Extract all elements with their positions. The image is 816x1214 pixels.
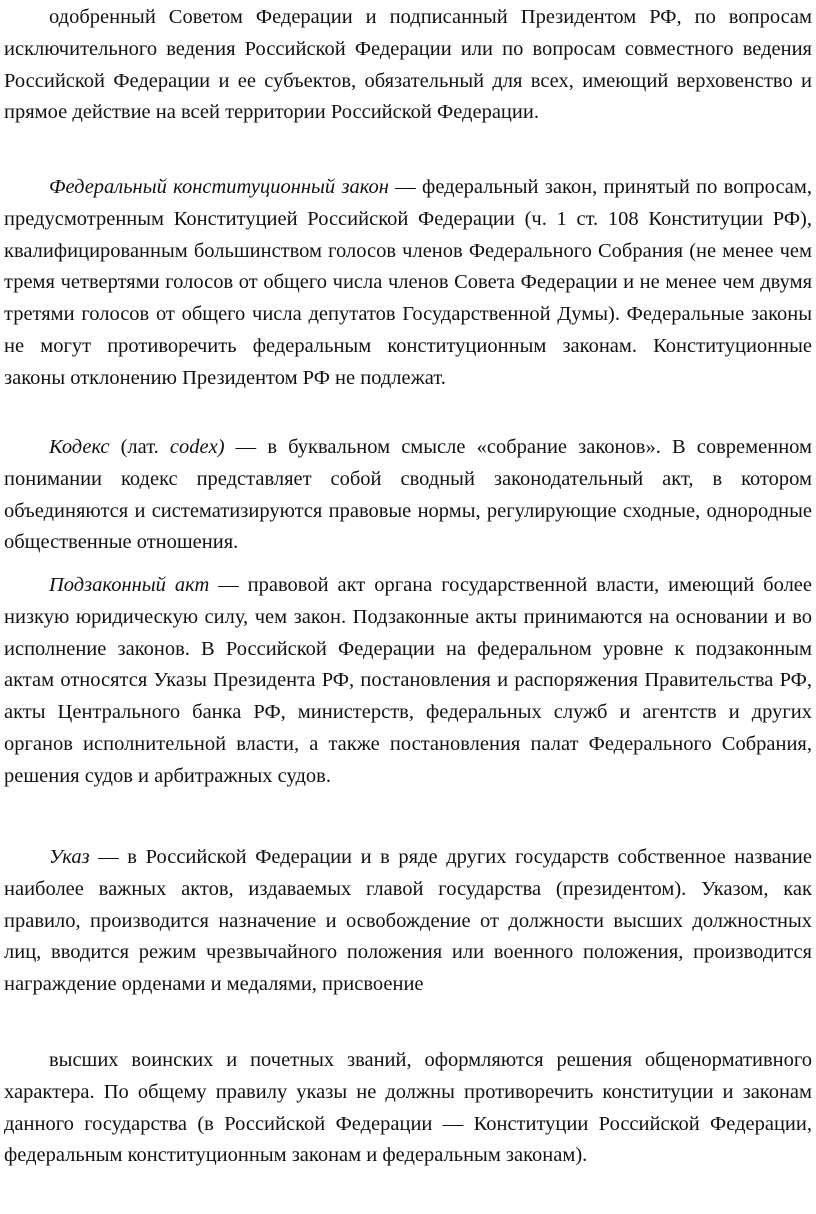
term-decree: Указ: [49, 846, 90, 868]
paragraph-decree: [4, 842, 812, 1001]
paragraph-bylaw: [4, 570, 812, 793]
paragraph-text: — в буквальном смысле «собрание законов». В современном понимании кодекс представляет собой сводный законодательный акт, в котором объединяются и систематизируются правовые нормы, регулирующие сходные, однородные общественные отношения.: [4, 436, 812, 554]
paragraph-decree-continuation: [4, 1045, 812, 1172]
term-bylaw: Подзаконный акт: [49, 574, 210, 596]
term-codex-latin: codex): [169, 436, 225, 458]
term-federal-constitutional-law: Федеральный конституционный закон: [49, 176, 389, 198]
paragraph-text: одобренный Советом Федерации и подписанный Президентом РФ, по вопросам исключительного ведения Российской Федерации или по вопросам совместного ведения Российской Федерации и ее субъектов, обязательный для всех, имеющий верховенство и прямое действие на всей территории Российской Федерации.: [4, 6, 812, 124]
paragraph-text: — федеральный закон, принятый по вопросам, предусмотренным Конституцией Российской Федерации (ч. 1 ст. 108 Конституции РФ), квалифицированным большинством голосов членов Федерального Собрания (не менее чем тремя четвертями голосов от общего числа членов Совета Федерации и не менее чем двумя третями голосов от общего числа депутатов Государственной Думы). Федеральные законы не могут противоречить федеральным конституционным законам. Конституционные законы отклонению Президентом РФ не подлежат.: [4, 176, 812, 389]
paragraph-text: высших воинских и почетных званий, оформляются решения общенормативного характера. По общему правилу указы не должны противоречить конституции и законам данного государства (в Российской Федерации — Конституции Российской Федерации, федеральным конституционным законам и федеральным законам).: [4, 1049, 812, 1167]
paragraph-text: — правовой акт органа государственной власти, имеющий более низкую юридическую силу, чем закон. Подзаконные акты принимаются на основании и во исполнение законов. В Российской Федерации на федеральном уровне к подзаконным актам относятся Указы Президента РФ, постановления и распоряжения Правительства РФ, акты Центрального банка РФ, министерств, федеральных служб и агентств и других органов исполнительной власти, а также постановления палат Федерального Собрания, решения судов и арбитражных судов.: [4, 574, 812, 787]
term-codex: Кодекс: [49, 436, 110, 458]
paragraph-codex: [4, 432, 812, 559]
paragraph-text: — в Российской Федерации и в ряде других государств собственное название наиболее важных актов, издаваемых главой государства (президентом). Указом, как правило, производится назначение и освобождение от должности высших должностных лиц, вводится режим чрезвычайного положения или военного положения, производится награждение орденами и медалями, присвоение: [4, 846, 812, 996]
paragraph-federal-constitutional-law: [4, 172, 812, 395]
paragraph-federal-law-continuation: [4, 2, 812, 129]
term-etymology-prefix: (лат.: [109, 436, 170, 458]
